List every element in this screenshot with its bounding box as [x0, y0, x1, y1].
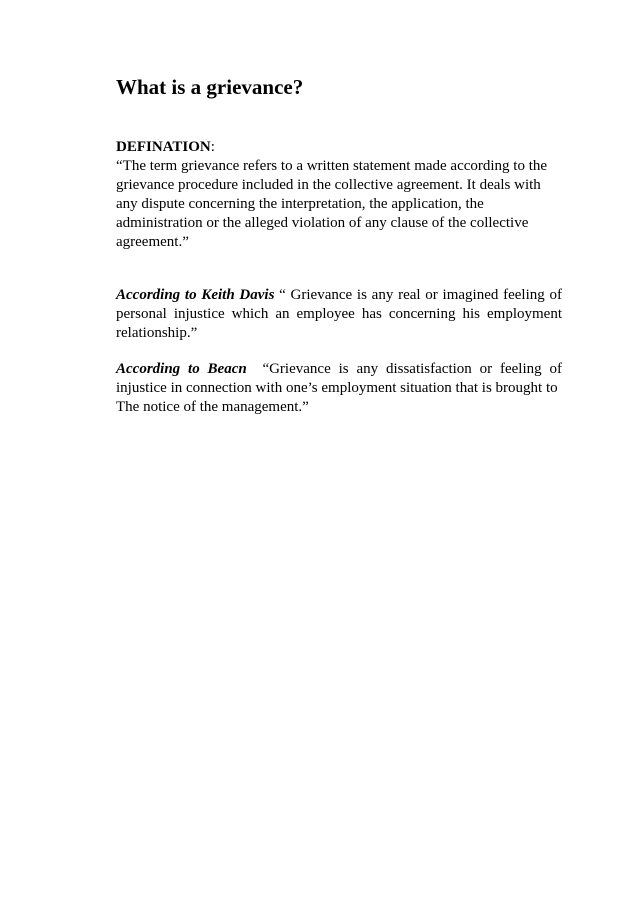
quote-line-first — [116, 360, 562, 379]
definition-line: grievance procedure included in the collective agreement. It deals with — [116, 177, 541, 193]
definition-line: any dispute concerning the interpretation, the application, the — [116, 196, 484, 212]
page-title: What is a grievance? — [116, 75, 304, 99]
definition-line: “The term grievance refers to a written statement made according to the — [116, 158, 548, 174]
quote-text: “Grievance is any dissatisfaction or feeling of — [246, 361, 562, 377]
quote-line-first — [116, 286, 562, 305]
quote-line: The notice of the management.” — [116, 399, 309, 415]
quote-line: relationship.” — [116, 325, 198, 341]
quote-line: injustice in connection with one’s employment situation that is brought to — [116, 380, 558, 396]
definition-line: administration or the alleged violation of any clause of the collective — [116, 215, 529, 231]
quote-text: “ Grievance is any real or imagined feeling of — [274, 287, 562, 303]
quote-author: According to Keith Davis — [116, 287, 275, 303]
quote-beacn — [116, 360, 562, 417]
document-page — [116, 74, 562, 434]
quote-keith-davis — [116, 286, 562, 343]
definition-heading-label: DEFINATION — [116, 139, 211, 155]
definition-heading-colon: : — [210, 139, 215, 155]
definition-heading — [116, 138, 562, 157]
definition-text — [116, 157, 562, 252]
quote-author: According to Beacn — [116, 361, 247, 377]
quote-line: personal injustice which an employee has concerning his employment — [116, 306, 562, 322]
definition-line: agreement.” — [116, 234, 189, 250]
